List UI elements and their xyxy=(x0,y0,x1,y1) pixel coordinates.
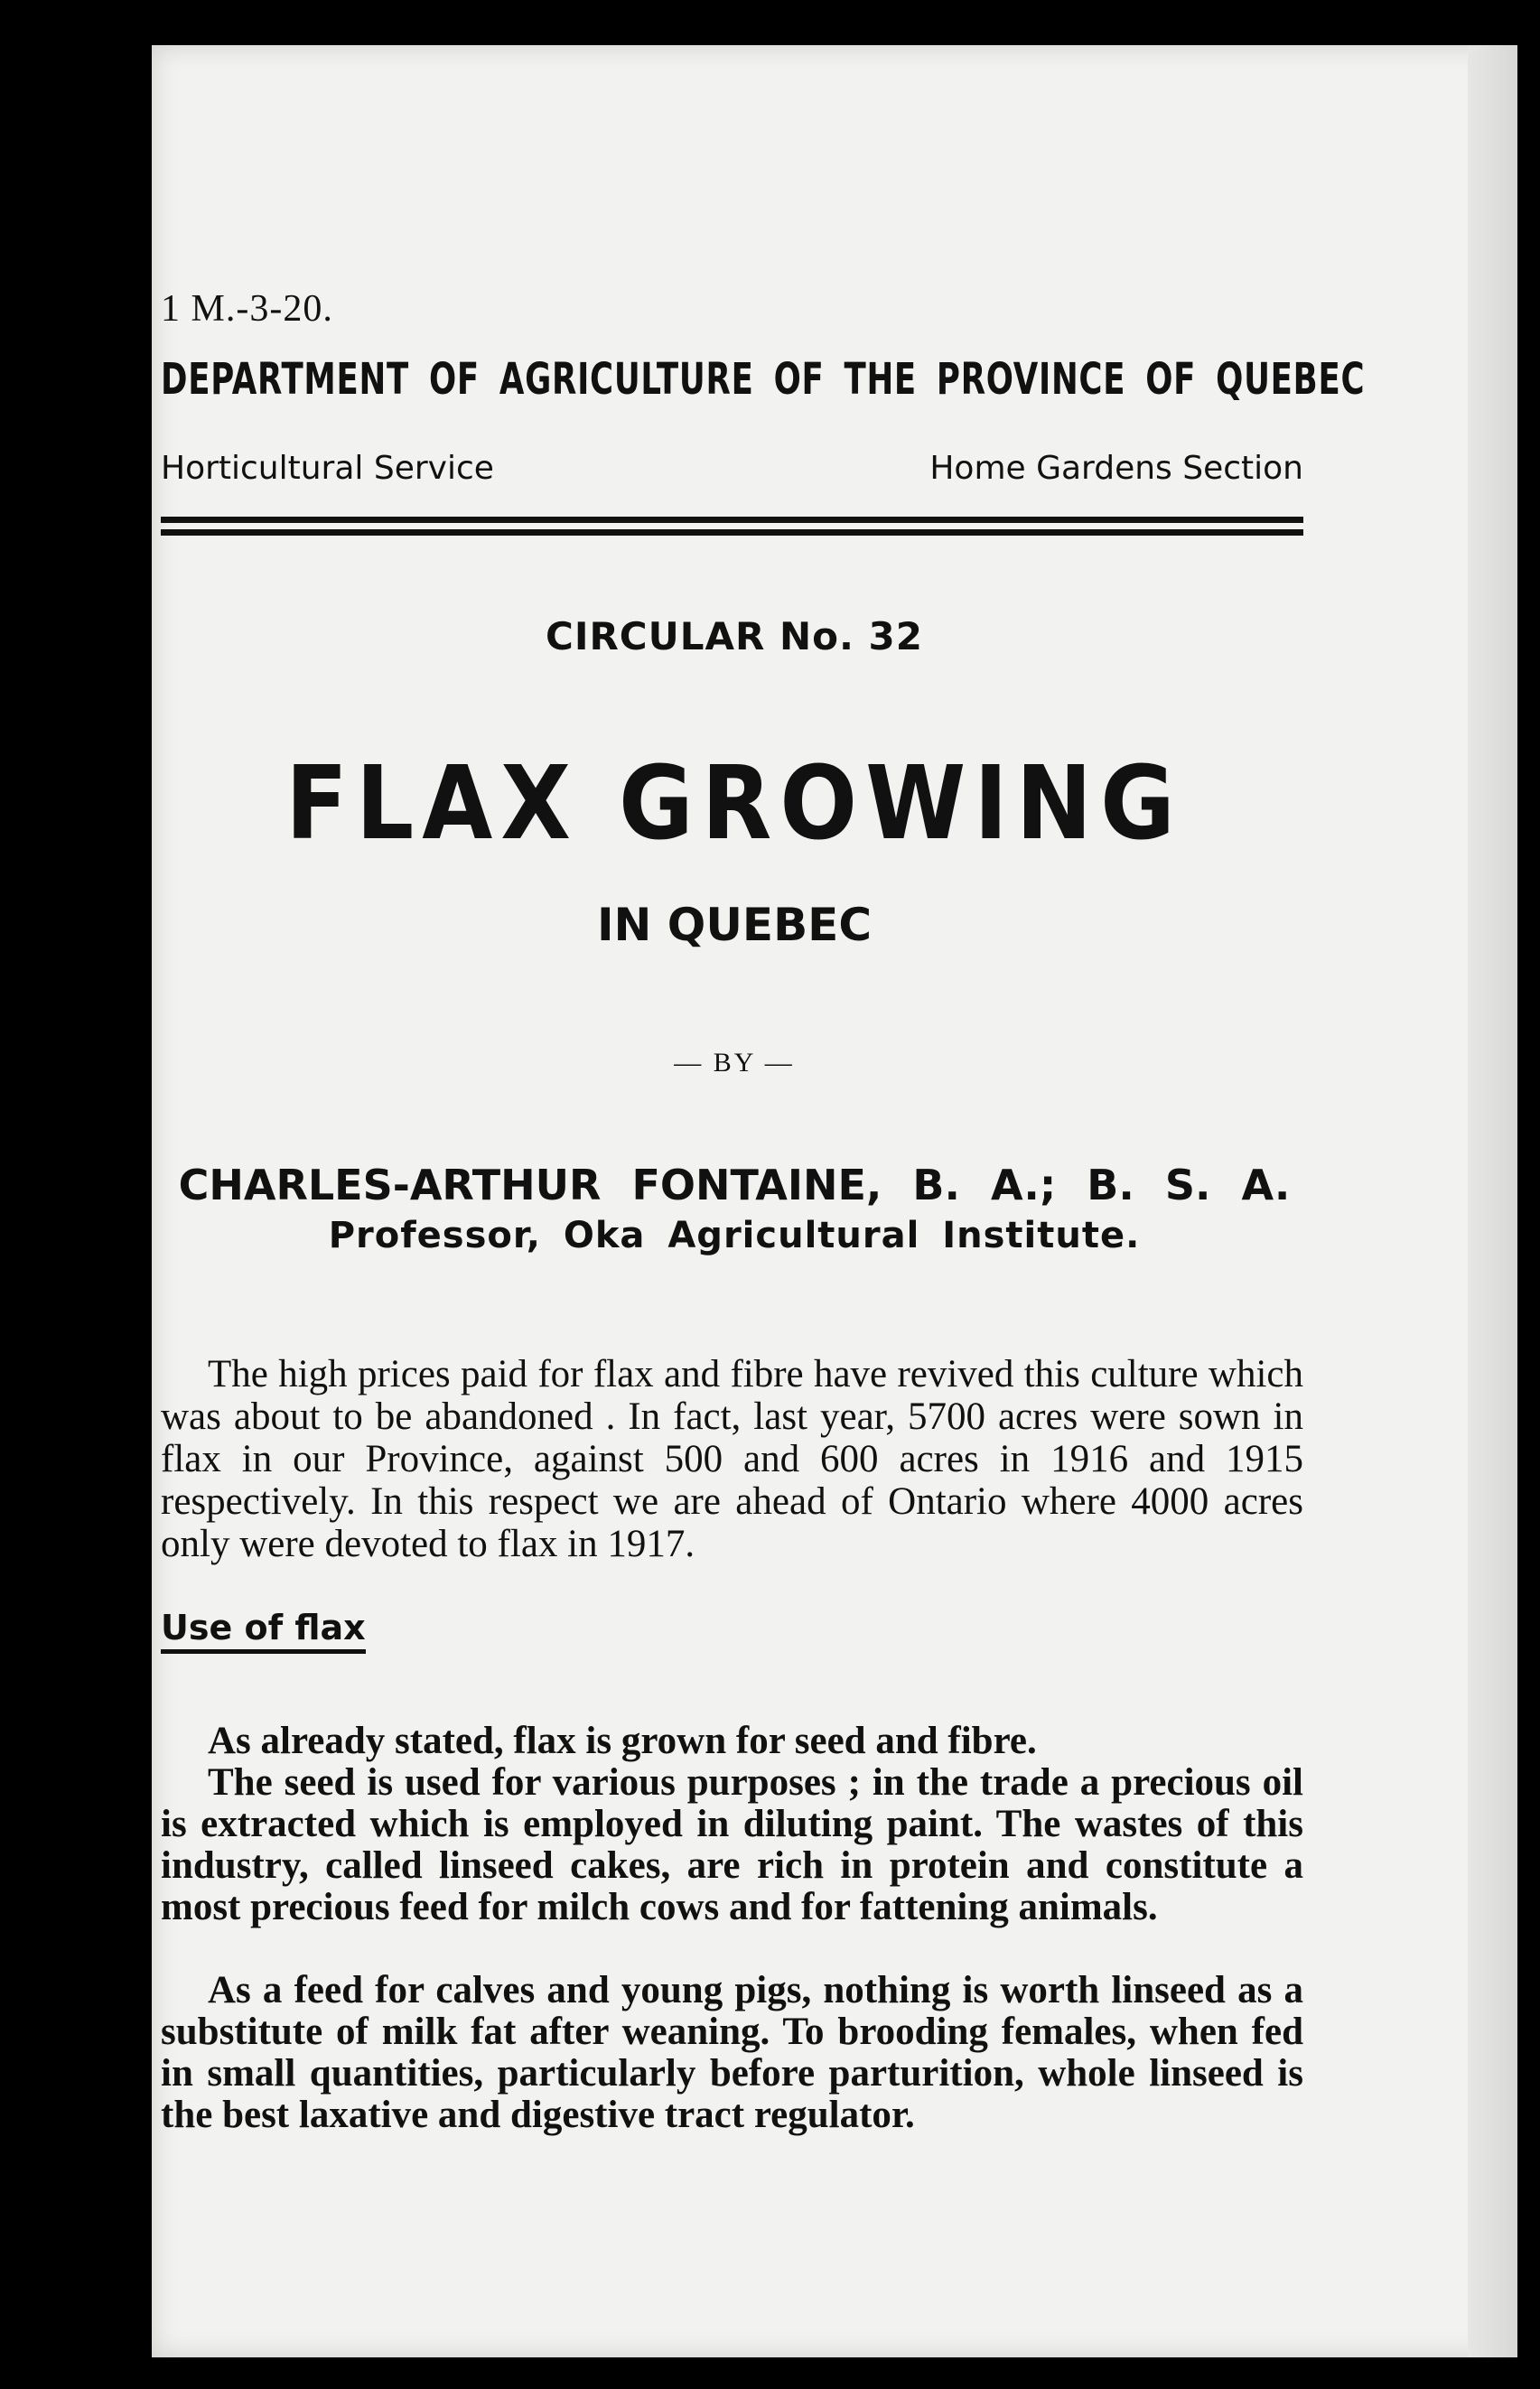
service-left: Horticultural Service xyxy=(161,450,494,487)
service-line xyxy=(161,450,1303,487)
double-rule-top xyxy=(161,517,1303,523)
main-title: FLAX GROWING xyxy=(285,745,1183,863)
service-right: Home Gardens Section xyxy=(929,450,1303,487)
subtitle: IN QUEBEC xyxy=(596,899,873,951)
section-heading: Use of flax xyxy=(161,1608,366,1654)
author-name: CHARLES-ARTHUR FONTAINE, B. A.; B. S. A. xyxy=(178,1161,1291,1209)
publication-code: 1 M.-3-20. xyxy=(161,288,333,330)
paper-edge xyxy=(1468,45,1517,2357)
section-paragraph: As already stated, flax is grown for seed and fibre. xyxy=(208,1720,1037,1762)
intro-paragraph: The high prices paid for flax and fibre have revived this culture which was about to be abandoned . In fact, last year, 5700 acres were sown in flax in our Province, against 500 and 600 acres in 1916 and 1915 respectively. In this respect we are ahead of Ontario where 4000 acres only were devoted to flax in 1917. xyxy=(161,1353,1303,1565)
department-heading: DEPARTMENT OF AGRICULTURE OF THE PROVINCE OF QUEBEC xyxy=(161,354,1366,405)
author-affiliation: Professor, Oka Agricultural Institute. xyxy=(328,1215,1141,1256)
section-paragraph: The seed is used for various purposes ; in the trade a precious oil is extracted which is employed in diluting paint. The wastes of this industry, called linseed cakes, are rich in protein and constitute a most precious feed for milch cows and for fattening animals. xyxy=(161,1761,1303,1928)
double-rule-bottom xyxy=(161,529,1303,536)
circular-number: CIRCULAR No. 32 xyxy=(546,614,923,658)
byline-separator: — BY — xyxy=(674,1048,795,1078)
section-paragraph: As a feed for calves and young pigs, nothing is worth linseed as a substitute of milk fat after weaning. To brooding females, when fed in small quantities, particularly before parturition, whole linseed is the best laxative and digestive tract regulator. xyxy=(161,1969,1303,2136)
